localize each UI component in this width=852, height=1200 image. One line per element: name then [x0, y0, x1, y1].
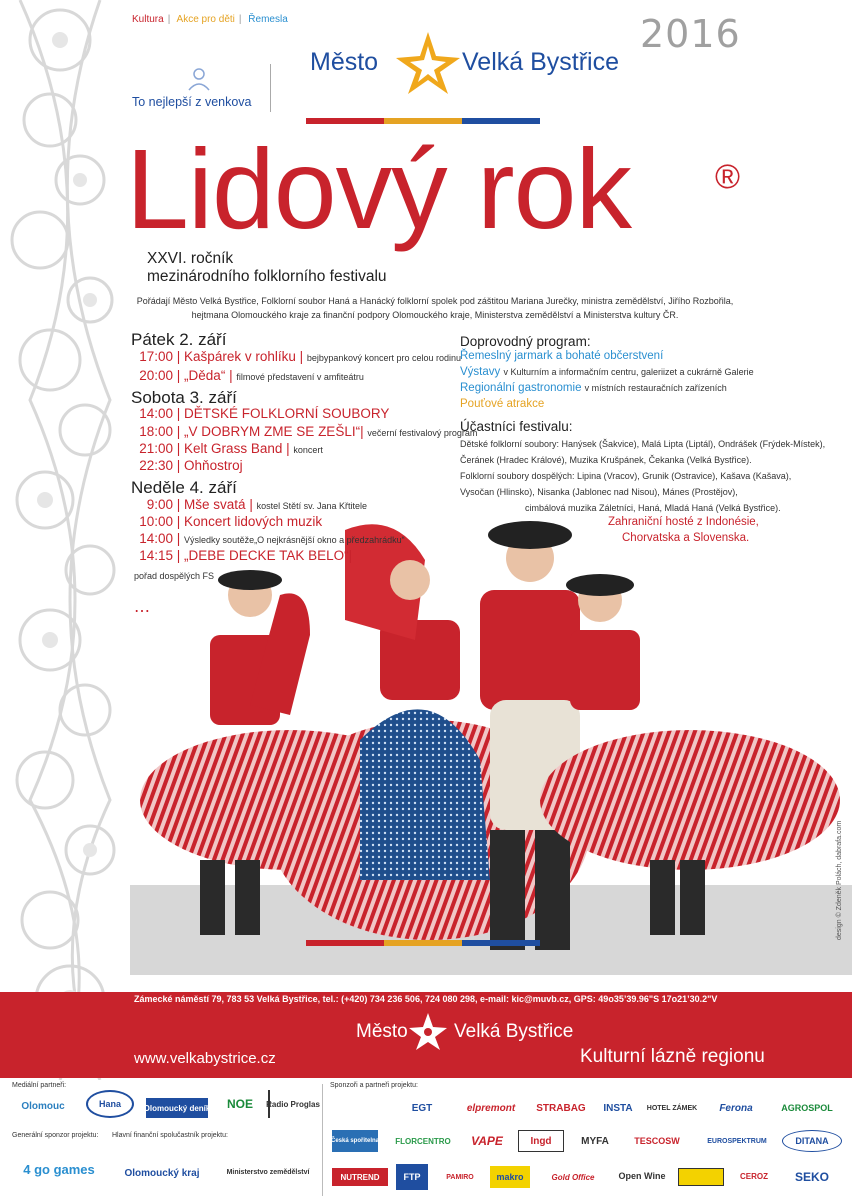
foreign-guests-line2: Chorvatska a Slovenska.	[622, 532, 750, 544]
link-kultura[interactable]: Kultura	[132, 14, 164, 25]
partner-logo: EUROSPEKTRUM	[707, 1137, 767, 1145]
registered-mark: ®	[715, 158, 741, 196]
side-item: Výstavy v Kulturním a informačním centru, galeriizet a cukrárně Galerie	[460, 366, 754, 378]
photo-credit: design © Zdeněk Polách, dabrafa.com	[836, 820, 843, 940]
side-program-heading: Doprovodný program:	[460, 334, 591, 349]
partner-logo: HOTEL ZÁMEK	[646, 1104, 698, 1112]
event-row: 21:00 | Kelt Grass Band | koncert	[139, 441, 323, 456]
star-logo-icon	[408, 1012, 448, 1052]
website-link[interactable]: www.velkabystrice.cz	[134, 1050, 276, 1067]
partner-logo: NUTREND	[332, 1168, 388, 1186]
partner-logo	[678, 1168, 724, 1186]
partner-logo: INSTA	[603, 1102, 633, 1114]
day-heading-sunday: Neděle 4. září	[131, 478, 237, 497]
brand-right: Velká Bystřice	[462, 48, 620, 76]
partner-logo: Olomoucký kraj	[124, 1167, 200, 1179]
partner-logo: DITANA	[782, 1130, 842, 1152]
subtitle-line2: mezinárodního folklorního festivalu	[147, 268, 387, 285]
footer-brand-right: Velká Bystřice	[454, 1021, 574, 1042]
partner-logo: elpremont	[466, 1102, 516, 1114]
partner-logo: Česká spořitelna	[332, 1130, 378, 1152]
partner-logo: Gold Office	[551, 1172, 595, 1182]
link-remesla[interactable]: Řemesla	[248, 14, 288, 25]
partner-logo: Open Wine	[618, 1171, 666, 1181]
partner-logo: SEKO	[794, 1170, 829, 1184]
partner-logo: Hana	[86, 1090, 134, 1118]
participants-line: Folklorní soubory dospělých: Lipina (Vracov), Grunik (Ostravice), Kašava (Kašava),	[460, 471, 792, 481]
partner-logo: TESCOSW	[634, 1136, 680, 1146]
partner-logo: Ministerstvo zemědělství	[226, 1168, 310, 1176]
brand-left: Město	[310, 48, 379, 76]
kic-title: Kulturní a informační centrum Velká Bystřice	[134, 978, 348, 989]
motto: To nejlepší z venkova	[132, 95, 252, 109]
partner-logo: PAMIRO	[446, 1173, 474, 1181]
partner-logo: Ingd	[518, 1130, 564, 1152]
tricolor-bar-bottom	[306, 940, 540, 946]
side-item: Řemeslný jarmark a bohaté občerstvení	[460, 350, 664, 362]
partner-logo: NOE	[226, 1097, 253, 1111]
foreign-guests-line1: Zahraniční hosté z Indonésie,	[608, 516, 759, 528]
partner-logo: 4 go games	[23, 1161, 95, 1177]
participants-line: cimbálová muzika Záletníci, Haná, Mladá Haná (Velká Bystřice).	[525, 503, 781, 513]
event-row: 22:30 | Ohňostroj	[139, 458, 243, 473]
day-heading-saturday: Sobota 3. září	[131, 388, 237, 407]
partner-logo: AGROSPOL	[781, 1103, 833, 1113]
dancers-photo	[130, 500, 852, 975]
partner-logo: Olomoucký deník	[146, 1098, 208, 1118]
subtitle-line1: XXVI. ročník	[147, 250, 234, 267]
event-row: 14:15 | „DEBE DECKE TAK BELO“|	[139, 548, 353, 563]
partner-logo: CEROZ	[740, 1171, 768, 1181]
partner-logo: Olomouc	[21, 1100, 65, 1112]
star-logo-icon	[394, 30, 462, 98]
kic-address: Zámecké náměstí 79, 783 53 Velká Bystřice, tel.: (+420) 734 236 506, 724 080 298, e-mail: kic@muvb.cz, GPS: 49o35’39.96"S 17o21’30.2"V	[134, 994, 718, 1004]
general-sponsor-label: Generální sponzor projektu:	[12, 1132, 99, 1139]
event-extra-note: pořad dospělých FS	[134, 571, 215, 581]
event-row: 9:00 | Mše svatá | kostel Stětí sv. Jana Křtitele	[146, 497, 368, 512]
partner-logo: EGT	[411, 1102, 433, 1114]
footer-brand-left: Město	[356, 1021, 408, 1042]
partner-logo: VAPE	[471, 1134, 503, 1148]
person-icon	[186, 66, 212, 92]
side-item-orange: Pouťové atrakce	[460, 398, 545, 410]
finance-partner-label: Hlavní finanční spolučastník projektu:	[112, 1132, 228, 1139]
partner-logo: MYFA	[581, 1135, 609, 1147]
event-row: 14:00 | Výsledky soutěže„O nejkrásnější okno a předzahrádku“	[139, 531, 405, 546]
ellipsis: …	[134, 597, 152, 616]
organizers: Pořádají Město Velká Bystřice, Folklorní soubor Haná a Hanácký folklorní spolek pod záštitou Mariana Jurečky, ministra zemědělství, Jiřího Rozbořila, hejtmana Olomouckého kraje za finanční podpory Olomouckého kraje, Ministerstva zemědělství a Ministerstva kultury ČR.	[136, 296, 734, 320]
partner-divider	[322, 1084, 323, 1196]
participants-heading: Účastníci festivalu:	[460, 419, 573, 434]
partner-logo: makro	[490, 1166, 530, 1188]
partner-logo: STRABAG	[536, 1102, 586, 1114]
event-row: 14:00 | DĚTSKÉ FOLKLORNÍ SOUBORY	[139, 406, 390, 421]
participants-line: Čeránek (Hradec Králové), Muzika Krušpánek, Čekanka (Velká Bystřice).	[460, 455, 752, 465]
sponsors-label: Sponzoři a partneři projektu:	[330, 1082, 418, 1089]
partner-logo: Ferona	[719, 1102, 753, 1114]
slogan: Kulturní lázně regionu	[580, 1046, 765, 1067]
link-akce[interactable]: Akce pro děti	[176, 14, 235, 25]
partner-logo: FLORCENTRO	[395, 1136, 451, 1146]
page-title: Lidový rok	[126, 126, 632, 252]
participants-line: Vysočan (Hlinsko), Nisanka (Jablonec nad Nisou), Mánes (Prostějov),	[460, 487, 738, 497]
divider	[270, 64, 271, 112]
top-links: Kultura | Akce pro děti | Řemesla	[132, 14, 288, 25]
day-heading-friday: Pátek 2. září	[131, 330, 227, 349]
partner-logo: FTP	[396, 1164, 428, 1190]
event-row: 18:00 | „V DOBRYM ZME SE ZEŠLI“| večerní festivalový program	[139, 424, 478, 439]
year: 2016	[640, 12, 741, 56]
event-row: 10:00 | Koncert lidových muzik	[139, 514, 323, 529]
event-row: 17:00 | Kašpárek v rohlíku | bejbypankový koncert pro celou rodinu	[139, 349, 462, 364]
side-item: Regionální gastronomie v místních restauračních zařízeních	[460, 382, 727, 394]
partner-logo: Radio Proglas	[268, 1090, 316, 1118]
event-row: 20:00 | „Děda“ | filmové představení v amfiteátru	[139, 368, 364, 383]
media-partners-label: Mediální partneři:	[12, 1082, 67, 1089]
participants-line: Dětské folklorní soubory: Hanýsek (Šakvice), Malá Lipta (Liptál), Ondrášek (Frýdek-Místek),	[460, 439, 826, 449]
